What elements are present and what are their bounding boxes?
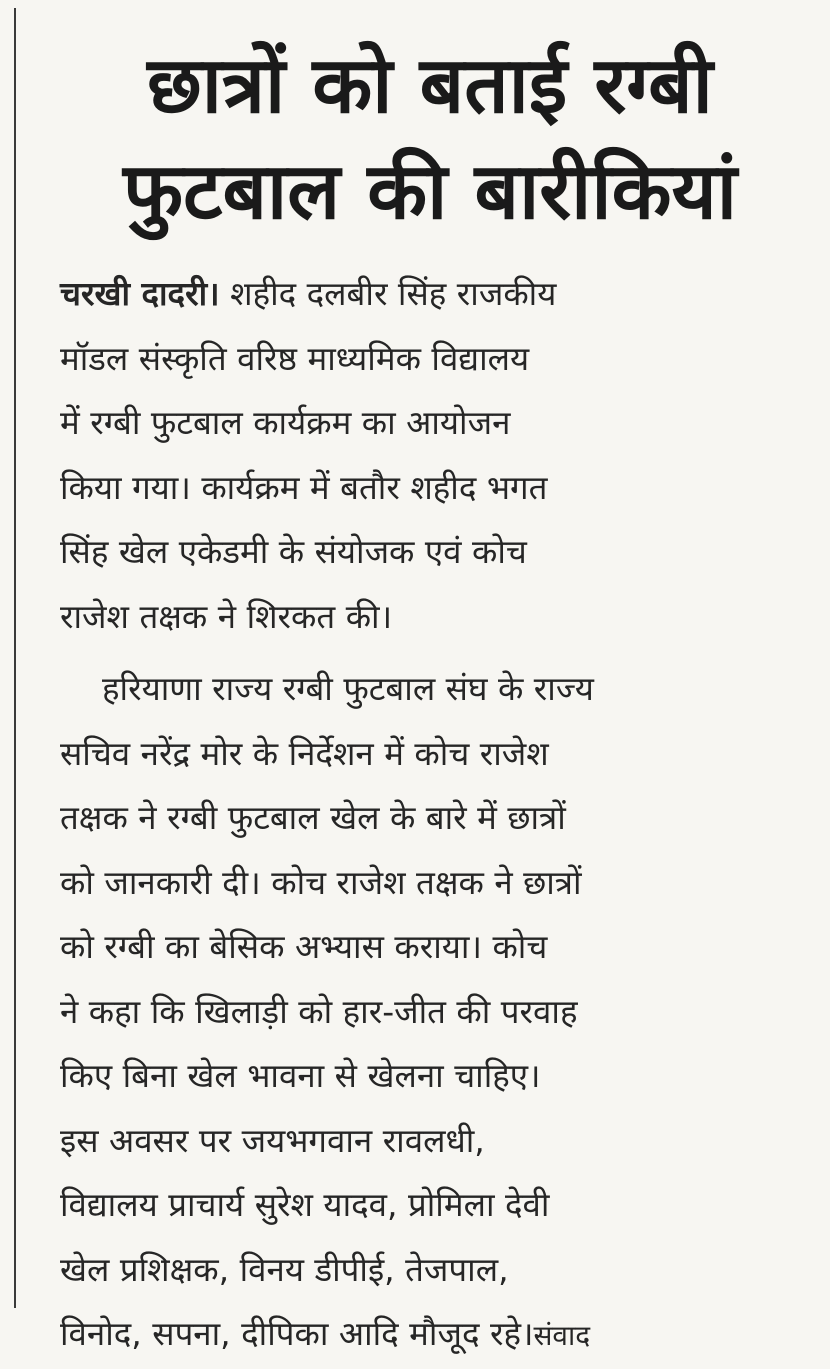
body-line: सचिव नरेंद्र मोर के निर्देशन में कोच राजेश (60, 733, 549, 773)
body-line: मॉडल संस्कृति वरिष्ठ माध्यमिक विद्यालय (60, 338, 530, 378)
paragraph-1 (60, 262, 800, 649)
body-line: को रग्बी का बेसिक अभ्यास कराया। कोच (60, 927, 548, 966)
body-line: विद्यालय प्राचार्य सुरेश यादव, प्रोमिला देवी (60, 1185, 550, 1224)
body-line: सिंह खेल एकेडमी के संयोजक एवं कोच (60, 532, 527, 571)
column-rule (14, 8, 16, 1308)
headline (60, 30, 800, 248)
body-line (60, 1302, 800, 1367)
reporter-credit: संवाद (533, 1319, 591, 1352)
body-line: में रग्बी फुटबाल कार्यक्रम का आयोजन (60, 403, 511, 442)
body-line: इस अवसर पर जयभगवान रावलधी, (60, 1120, 485, 1160)
body-line: को जानकारी दी। कोच राजेश तक्षक ने छात्रों (60, 862, 582, 902)
headline-line-1: छात्रों को बताई रग्बी (147, 41, 713, 131)
body-line: किया गया। कार्यक्रम में बतौर शहीद भगत (60, 467, 548, 507)
body-line: खेल प्रशिक्षक, विनय डीपीई, तेजपाल, (60, 1249, 509, 1289)
body-line: किए बिना खेल भावना से खेलना चाहिए। (60, 1056, 541, 1095)
body-text: शहीद दलबीर सिंह राजकीय (219, 274, 557, 313)
dateline: चरखी दादरी। (60, 274, 220, 313)
body-line: हरियाणा राज्य रग्बी फुटबाल संघ के राज्य (102, 669, 594, 708)
body-line: ने कहा कि खिलाड़ी को हार-जीत की परवाह (60, 991, 578, 1031)
news-article (60, 0, 800, 1367)
body-text: विनोद, सपना, दीपिका आदि मौजूद रहे। (60, 1314, 534, 1353)
headline-line-2: फुटबाल की बारीकियां (123, 147, 737, 237)
paragraph-2 (60, 657, 800, 1367)
body-line: राजेश तक्षक ने शिरकत की। (60, 596, 393, 636)
body-line: तक्षक ने रग्बी फुटबाल खेल के बारे में छात्रों (60, 798, 566, 837)
body-line (60, 262, 800, 327)
